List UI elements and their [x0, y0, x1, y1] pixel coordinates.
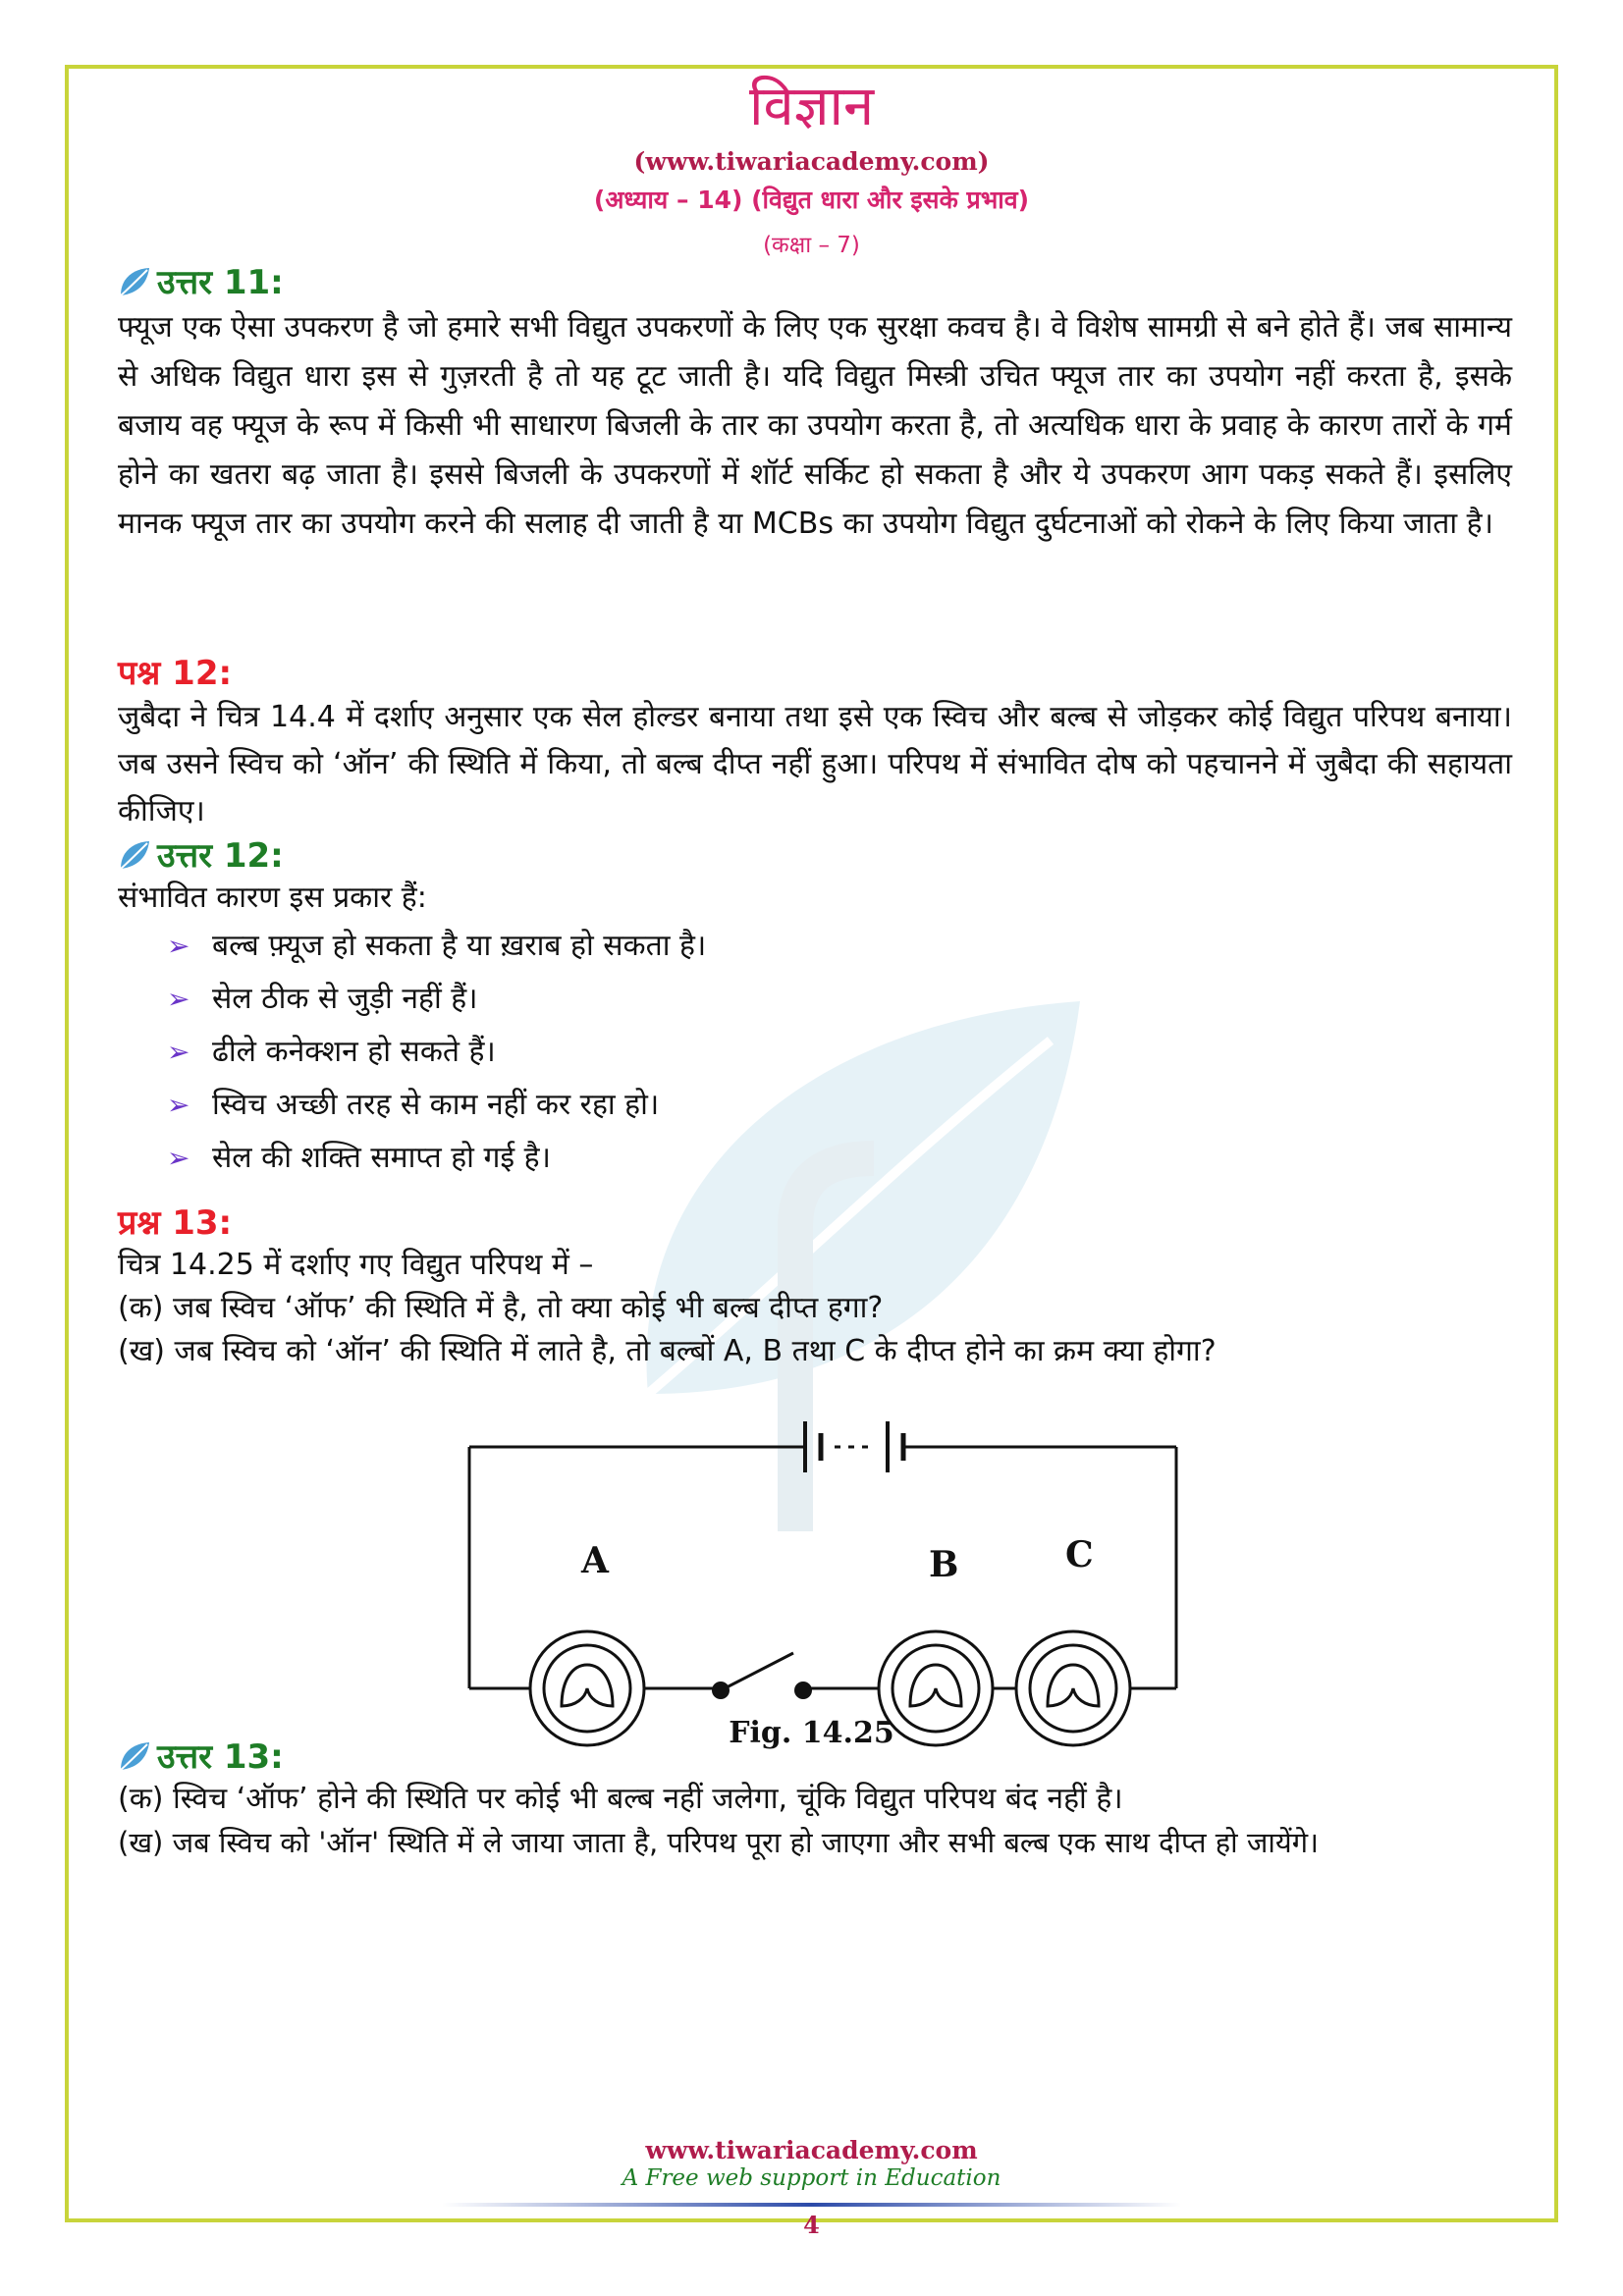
- answer-12-heading-text: उत्तर 12:: [157, 836, 284, 876]
- leaf-icon: [118, 266, 151, 299]
- page-title: विज्ञान: [748, 75, 875, 138]
- question-13-line-3: (ख) जब स्विच को ‘ऑन’ की स्थिति में लाते है, तो बल्बों A, B तथा C के दीप्त होने का क्रम क्या होगा?: [118, 1333, 1217, 1368]
- arrow-bullet-icon: ➢: [167, 982, 190, 1015]
- answer-11-body: फ्यूज एक ऐसा उपकरण है जो हमारे सभी विद्युत उपकरणों के लिए एक सुरक्षा कवच है। वे विशेष सामग्री से बने होते हैं। जब सामान्य से अधिक विद्युत धारा इस से गुज़रती है तो यह टूट जाती है। यदि विद्युत मिस्त्री उचित फ्यूज तार का उपयोग नहीं करता है, इसके बजाय वह फ्यूज के रूप में किसी भी साधारण बिजली के तार का उपयोग करता है, तो अत्यधिक धारा के प्रवाह के कारण तारों के गर्म होने का खतरा बढ़ जाता है। इससे बिजली के उपकरणों में शॉर्ट सर्किट हो सकता है और ये उपकरण आग पकड़ सकते हैं। इसलिए मानक फ्यूज तार का उपयोग करने की सलाह दी जाती है या MCBs का उपयोग विद्युत दुर्घटनाओं को रोकने के लिए किया जाता है।: [118, 309, 1512, 541]
- page-number: 4: [803, 2211, 820, 2239]
- question-12-heading: पश्न 12:: [118, 654, 233, 693]
- list-item: ➢ सेल ठीक से जुड़ी नहीं हैं।: [167, 973, 1512, 1026]
- chapter-title: (अध्याय – 14) (विद्युत धारा और इसके प्रभाव): [593, 186, 1030, 214]
- question-13-line-2: (क) जब स्विच ‘ऑफ’ की स्थिति में है, तो क्या कोई भी बल्ब दीप्त हगा?: [118, 1290, 884, 1325]
- footer-website-link[interactable]: www.tiwariacademy.com: [645, 2136, 978, 2164]
- switch-contact-right: [794, 1682, 812, 1699]
- question-12-section: [118, 654, 1512, 835]
- switch-lever: [725, 1653, 793, 1688]
- list-item: ➢ स्विच अच्छी तरह से काम नहीं कर रहा हो।: [167, 1079, 1512, 1132]
- answer-13-line-1: (क) स्विच ‘ऑफ’ होने की स्थिति पर कोई भी बल्ब नहीं जलेगा, चूंकि विद्युत परिपथ बंद नहीं है।: [118, 1781, 1123, 1816]
- figure-caption: Fig. 14.25: [729, 1716, 894, 1750]
- footer-divider: [442, 2203, 1181, 2207]
- answer-13-heading-text: उत्तर 13:: [157, 1737, 284, 1777]
- list-item: ➢ ढीले कनेक्शन हो सकते हैं।: [167, 1026, 1512, 1079]
- list-item: ➢ बल्ब फ़्यूज हो सकता है या ख़राब हो सकता है।: [167, 920, 1512, 973]
- answer-12-section: [118, 836, 1512, 1185]
- class-label: (कक्षा – 7): [763, 233, 860, 258]
- list-item: ➢ सेल की शक्ति समाप्त हो गई है।: [167, 1132, 1512, 1185]
- answer-13-line-2: (ख) जब स्विच को 'ऑन' स्थिति में ले जाया जाता है, परिपथ पूरा हो जाएगा और सभी बल्ब एक साथ दीप्त हो जायेंगे।: [118, 1825, 1320, 1859]
- bulb-label-b: B: [929, 1544, 959, 1585]
- question-13-heading: प्रश्न 13:: [118, 1203, 233, 1243]
- question-12-body: जुबैदा ने चित्र 14.4 में दर्शाए अनुसार एक सेल होल्डर बनाया तथा इसे एक स्विच और बल्ब से जोड़कर कोई विद्युत परिपथ बनाया। जब उसने स्विच को ‘ऑन’ की स्थिति में किया, तो बल्ब दीप्त नहीं हुआ। परिपथ में संभावित दोष को पहचानने में जुबैदा की सहायता कीजिए।: [118, 699, 1512, 828]
- answer-12-intro: संभावित कारण इस प्रकार हैं:: [118, 880, 427, 915]
- header-website: (www.tiwariacademy.com): [633, 147, 990, 176]
- footer-tagline: A Free web support in Education: [622, 2165, 1001, 2191]
- bulb-label-c: C: [1065, 1534, 1094, 1575]
- circuit-diagram: [452, 1394, 1198, 1767]
- answer-11-heading: [118, 263, 1512, 303]
- answer-11-section: [118, 263, 1512, 549]
- answer-13-section: [118, 1737, 1512, 1864]
- arrow-bullet-icon: ➢: [167, 929, 190, 962]
- answer-12-heading: [118, 836, 1512, 877]
- answer-11-heading-text: उत्तर 11:: [157, 263, 284, 302]
- bulb-label-a: A: [581, 1540, 609, 1581]
- leaf-icon: [118, 1740, 151, 1774]
- switch-contact-left: [712, 1682, 730, 1699]
- question-13-section: [118, 1203, 1512, 1373]
- answer-12-bullet-list: [118, 920, 1512, 1185]
- leaf-icon: [118, 839, 151, 873]
- question-13-line-1: चित्र 14.25 में दर्शाए गए विद्युत परिपथ में –: [118, 1247, 594, 1282]
- answer-13-heading: [118, 1737, 1512, 1778]
- arrow-bullet-icon: ➢: [167, 1141, 190, 1174]
- arrow-bullet-icon: ➢: [167, 1088, 190, 1121]
- arrow-bullet-icon: ➢: [167, 1035, 190, 1068]
